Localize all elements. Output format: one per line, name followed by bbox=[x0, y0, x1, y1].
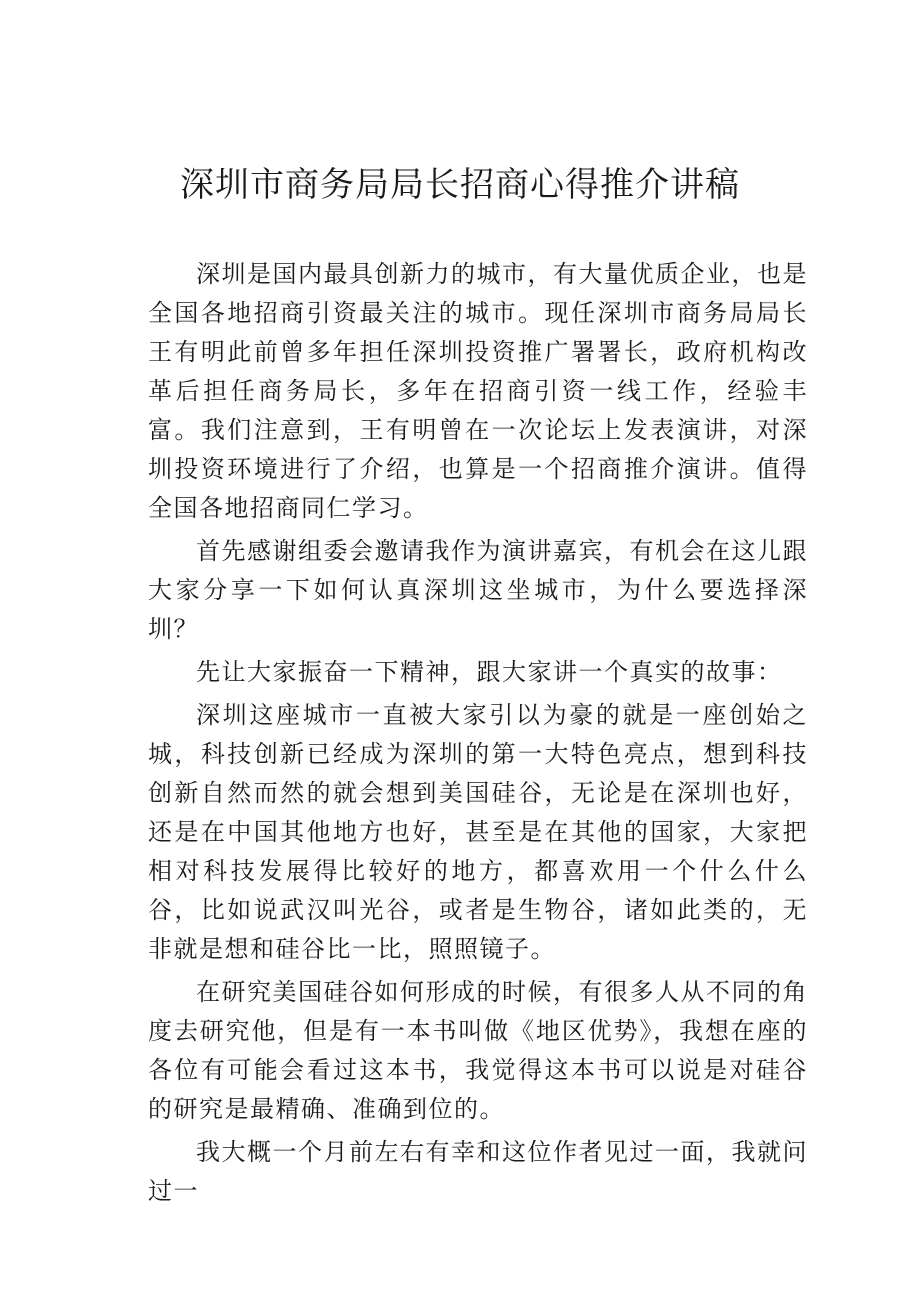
paragraph-story-lead: 先让大家振奋一下精神，跟大家讲一个真实的故事： bbox=[196, 658, 783, 686]
paragraph-intro: 深圳是国内最具创新力的城市，有大量优质企业，也是全国各地招商引资最关注的城市。现任深圳市商务局局长王有明此前曾多年担任深圳投资推广署署长，政府机构改革后担任商务局长，多年在招商引资一线工作，经验丰富。我们注意到，王有明曾在一次论坛上发表演讲，对深圳投资环境进行了介绍，也算是一个招商推介演讲。值得全国各地招商同仁学习。 bbox=[148, 260, 808, 522]
document-title: 深圳市商务局局长招商心得推介讲稿 bbox=[180, 165, 740, 205]
paragraph-author-meeting: 我大概一个月前左右有幸和这位作者见过一面，我就问过一 bbox=[148, 1138, 808, 1205]
paragraph-thanks: 首先感谢组委会邀请我作为演讲嘉宾，有机会在这儿跟大家分享一下如何认真深圳这坐城市，为什么要选择深圳？ bbox=[148, 537, 808, 643]
paragraph-innovation: 深圳这座城市一直被大家引以为豪的就是一座创始之城，科技创新已经成为深圳的第一大特色亮点，想到科技创新自然而然的就会想到美国硅谷，无论是在深圳也好，还是在中国其他地方也好，甚至是在其他的国家，大家把相对科技发展得比较好的地方，都喜欢用一个什么什么谷，比如说武汉叫光谷，或者是生物谷，诸如此类的，无非就是想和硅谷比一比，照照镜子。 bbox=[148, 701, 808, 963]
document-body bbox=[148, 255, 808, 1215]
paragraph-silicon-valley: 在研究美国硅谷如何形成的时候，有很多人从不同的角度去研究他，但是有一本书叫做《地区优势》，我想在座的各位有可能会看过这本书，我觉得这本书可以说是对硅谷的研究是最精确、准确到位的。 bbox=[148, 978, 808, 1123]
